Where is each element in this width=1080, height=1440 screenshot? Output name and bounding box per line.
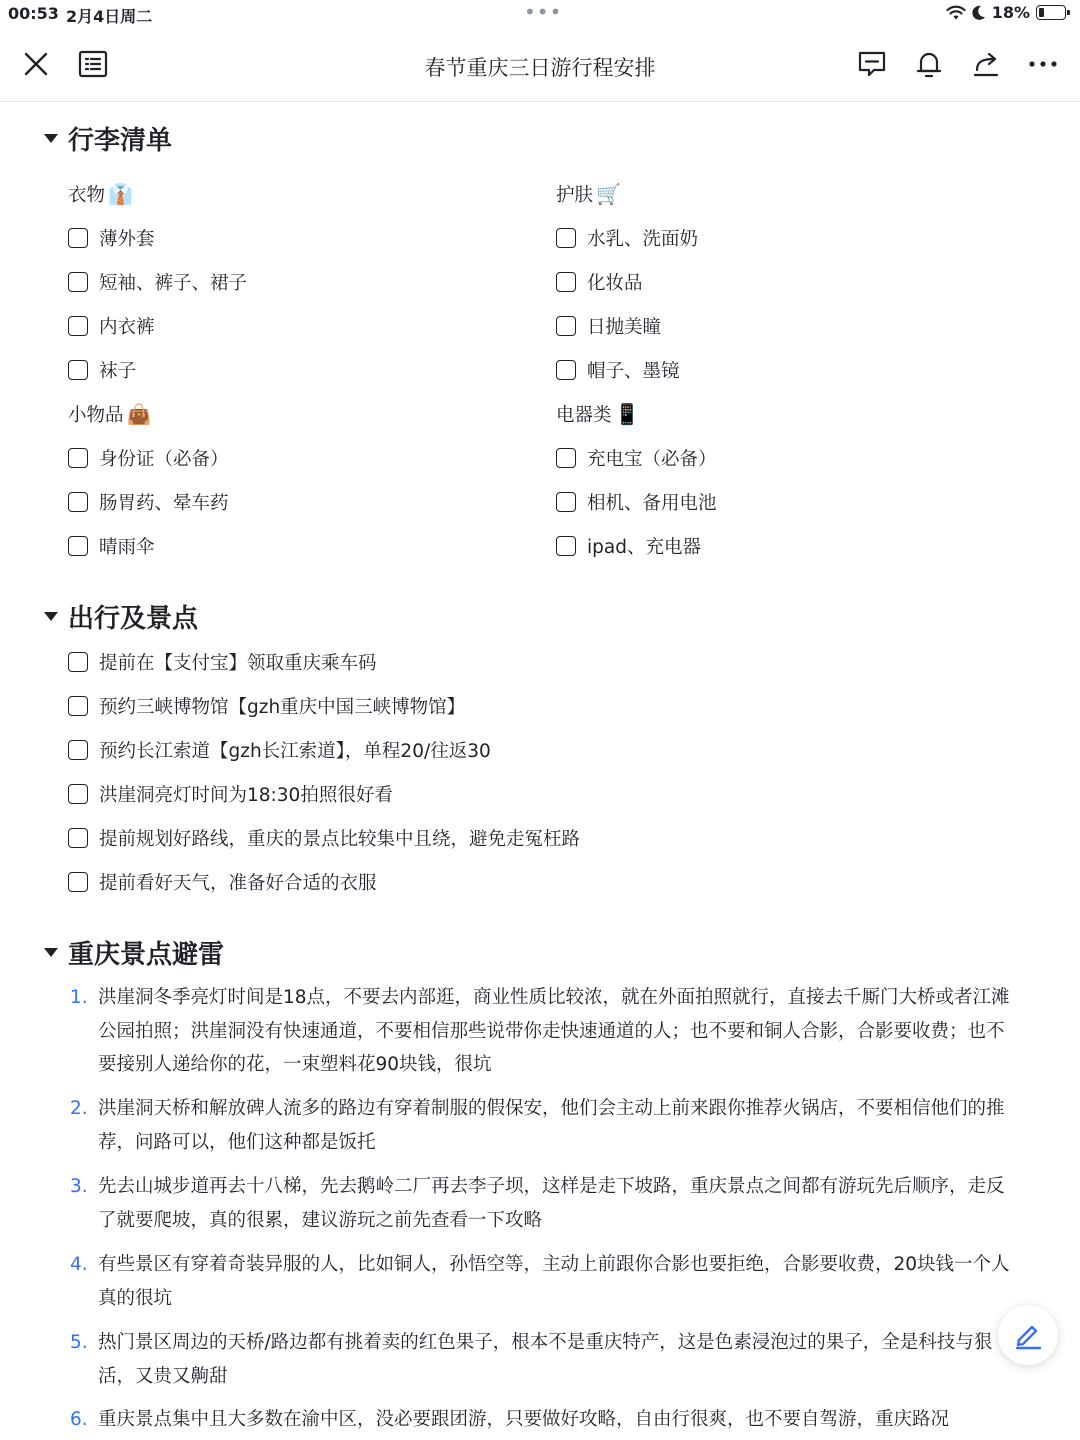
list-text: 重庆景点集中且大多数在渝中区，没必要跟团游，只要做好攻略，自由行很爽，也不要自驾游，重庆路况 [98,1409,950,1430]
list-number: 5. [70,1332,88,1353]
doc-title: 春节重庆三日游行程安排 [424,56,656,80]
todo-text: ipad、充电器 [587,537,701,558]
status-bar [0,0,1080,28]
battery-icon [1036,5,1066,20]
todo-item[interactable] [556,269,643,295]
list-item [70,1326,1020,1393]
checkbox[interactable] [68,740,88,760]
multitask-dots[interactable]: ••• [524,0,563,24]
todo-text: 袜子 [99,361,137,382]
checkbox[interactable] [556,360,576,380]
checkbox[interactable] [68,272,88,292]
todo-item[interactable] [556,357,680,383]
checkbox[interactable] [68,828,88,848]
list-number: 1. [70,987,88,1008]
handbag-icon: 👜 [126,402,152,426]
pencil-icon [1013,1320,1043,1350]
category-small-items [68,401,151,427]
list-number: 2. [70,1098,88,1119]
todo-item[interactable] [556,445,717,471]
category-label: 小物品 [68,405,124,426]
collapse-triangle-icon[interactable] [44,134,58,143]
status-right [946,3,1066,22]
todo-text: 洪崖洞亮灯时间为18:30拍照很好看 [99,785,393,806]
list-number: 4. [70,1254,88,1275]
bell-icon[interactable] [913,48,945,80]
checkbox[interactable] [68,652,88,672]
checkbox[interactable] [556,228,576,248]
list-text: 洪崖洞冬季亮灯时间是18点，不要去内部逛，商业性质比较浓，就在外面拍照就行，直接去千厮门大桥或者江滩公园拍照；洪崖洞没有快速通道，不要相信那些说带你走快速通道的人；也不要和铜人合影，合影要收费；也不要接别人递给你的花，一束塑料花90块钱，很坑 [98,987,1010,1075]
checkbox[interactable] [556,272,576,292]
checkbox[interactable] [556,448,576,468]
todo-text: 提前在【支付宝】领取重庆乘车码 [99,653,377,674]
collapse-triangle-icon[interactable] [44,948,58,957]
moon-icon [972,5,986,21]
todo-text: 身份证（必备） [99,449,229,470]
status-time: 00:53 [8,4,59,23]
share-icon[interactable] [970,48,1002,80]
todo-text: 薄外套 [99,229,155,250]
todo-text: 肠胃药、晕车药 [99,493,229,514]
status-date: 2月4日周二 [66,7,153,26]
checkbox[interactable] [68,228,88,248]
edit-button[interactable] [998,1305,1058,1365]
list-item [70,1092,1020,1159]
category-clothes [68,181,133,207]
todo-text: 日抛美瞳 [587,317,662,338]
section-avoid-heading[interactable] [44,934,224,971]
list-text: 有些景区有穿着奇装异服的人，比如铜人，孙悟空等，主动上前跟你合影也要拒绝，合影要收费，20块钱一个人真的很坑 [98,1254,1010,1309]
checkbox[interactable] [556,492,576,512]
todo-item[interactable] [68,225,155,251]
checkbox[interactable] [68,316,88,336]
comment-icon[interactable] [856,48,888,80]
checkbox[interactable] [68,536,88,556]
todo-text: 提前规划好路线，重庆的景点比较集中且绕，避免走冤枉路 [99,829,581,850]
phone-icon: 📱 [614,402,640,426]
section-packing-heading[interactable] [44,120,172,157]
todo-text: 帽子、墨镜 [587,361,680,382]
todo-item[interactable] [68,269,247,295]
todo-item[interactable] [68,649,377,675]
category-skincare [556,181,621,207]
todo-item[interactable] [68,869,377,895]
todo-item[interactable] [556,533,701,559]
todo-item[interactable] [68,737,491,763]
todo-text: 化妆品 [587,273,643,294]
checkbox[interactable] [556,536,576,556]
todo-item[interactable] [556,313,661,339]
todo-item[interactable] [68,445,229,471]
todo-text: 预约三峡博物馆【gzh重庆中国三峡博物馆】 [99,697,466,718]
section-title: 重庆景点避雷 [68,940,225,970]
checkbox[interactable] [68,360,88,380]
shirt-icon: 👔 [108,182,133,206]
checkbox[interactable] [68,872,88,892]
category-label: 护肤 [556,185,594,206]
checkbox[interactable] [68,448,88,468]
todo-item[interactable] [68,357,136,383]
todo-text: 提前看好天气，准备好合适的衣服 [99,873,377,894]
list-text: 洪崖洞天桥和解放碑人流多的路边有穿着制服的假保安，他们会主动上前来跟你推荐火锅店，不要相信他们的推荐，问路可以，他们这种都是饭托 [98,1098,1005,1153]
collapse-triangle-icon[interactable] [44,612,58,621]
todo-text: 水乳、洗面奶 [587,229,699,250]
section-travel-heading[interactable] [44,598,198,635]
section-title: 行李清单 [68,126,173,156]
list-item [70,1170,1020,1237]
todo-item[interactable] [68,313,155,339]
cart-icon: 🛒 [596,182,621,206]
todo-item[interactable] [68,781,393,807]
list-number: 3. [70,1176,88,1197]
checkbox[interactable] [68,784,88,804]
more-icon[interactable] [1027,48,1059,80]
list-item [70,1403,1020,1440]
todo-item[interactable] [556,489,717,515]
category-label: 衣物 [68,185,106,206]
list-text: 热门景区周边的天桥/路边都有挑着卖的红色果子，根本不是重庆特产，这是色素浸泡过的果子，全是科技与狠活，又贵又齁甜 [98,1332,993,1387]
list-number: 6. [70,1409,88,1430]
doc-toolbar [0,28,1080,102]
wifi-icon [946,5,966,21]
checkbox[interactable] [556,316,576,336]
category-label: 电器类 [556,405,612,426]
checkbox[interactable] [68,696,88,716]
list-item [70,1248,1020,1315]
todo-text: 相机、备用电池 [587,493,717,514]
battery-percent: 18% [991,3,1030,22]
todo-text: 充电宝（必备） [587,449,717,470]
todo-item[interactable] [68,693,465,719]
todo-item[interactable] [68,533,155,559]
category-electronics [556,401,639,427]
todo-text: 预约长江索道【gzh长江索道】，单程20/往返30 [99,741,491,762]
list-text: 先去山城步道再去十八梯，先去鹅岭二厂再去李子坝，这样是走下坡路，重庆景点之间都有游玩先后顺序，走反了就要爬坡，真的很累，建议游玩之前先查看一下攻略 [98,1176,1005,1231]
todo-text: 内衣裤 [99,317,155,338]
todo-item[interactable] [556,225,698,251]
todo-item[interactable] [68,825,580,851]
todo-item[interactable] [68,489,229,515]
todo-text: 短袖、裤子、裙子 [99,273,248,294]
todo-text: 晴雨伞 [99,537,155,558]
section-title: 出行及景点 [68,604,199,634]
list-item [70,981,1020,1082]
checkbox[interactable] [68,492,88,512]
